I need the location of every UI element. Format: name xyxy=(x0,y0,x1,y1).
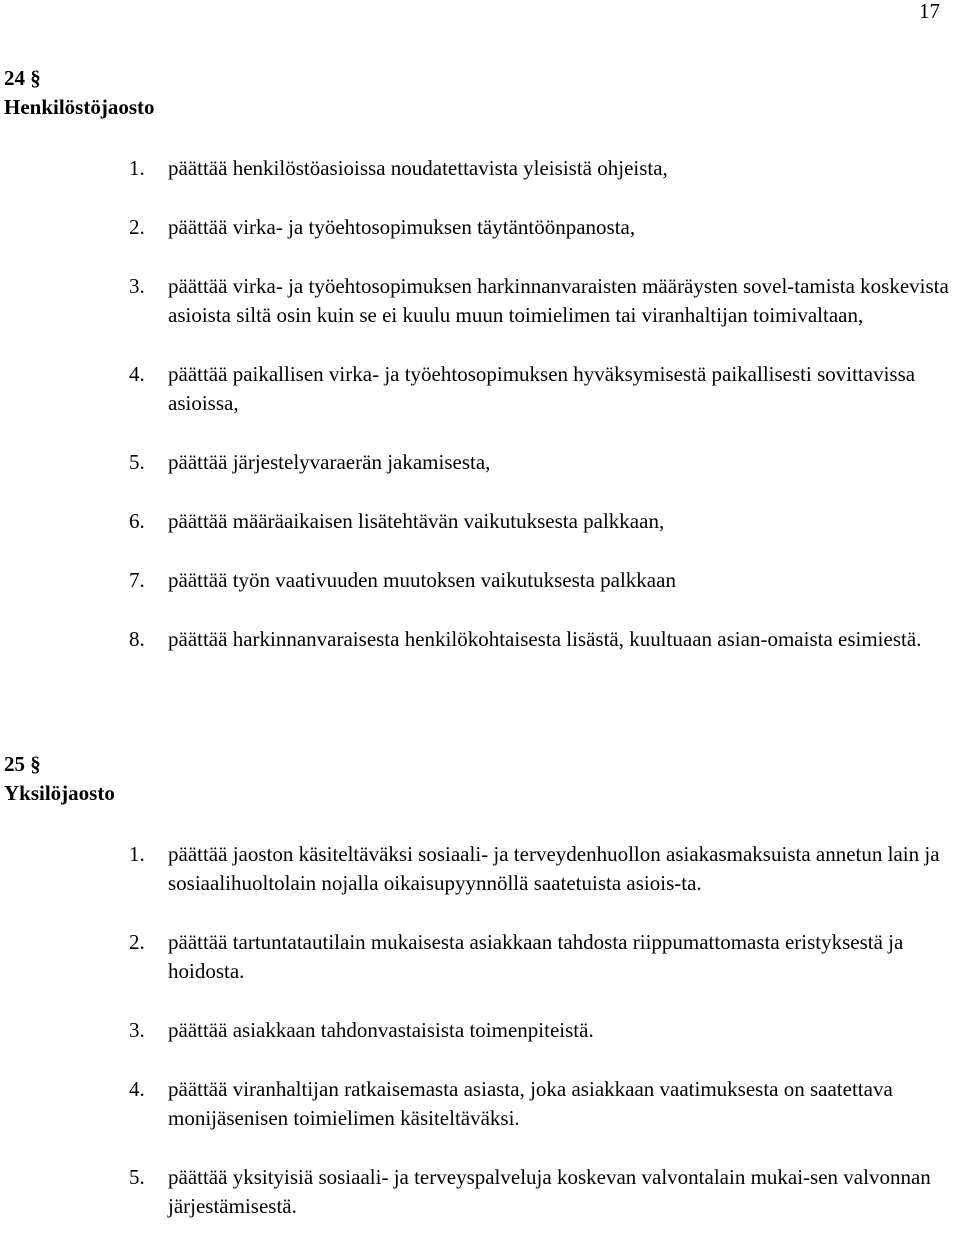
item-number: 6. xyxy=(129,509,145,533)
item-text: päättää paikallisen virka- ja työehtosopimuksen hyväksymisestä paikallisesti sovittavissa asioissa, xyxy=(168,362,916,415)
item-number: 7. xyxy=(129,568,145,592)
list-item xyxy=(129,928,957,986)
item-number: 8. xyxy=(129,627,145,651)
list-item xyxy=(129,154,957,183)
list-item xyxy=(129,272,957,330)
section-heading-24 xyxy=(4,64,155,122)
item-number: 5. xyxy=(129,1165,145,1189)
list-item xyxy=(129,1163,957,1221)
list-item xyxy=(129,1016,957,1045)
item-number: 4. xyxy=(129,1077,145,1101)
section-title: Henkilöstöjaosto xyxy=(4,95,155,119)
item-text: päättää viranhaltijan ratkaisemasta asiasta, joka asiakkaan vaatimuksesta on saatettava monijäsenisen toimielimen käsiteltäväksi. xyxy=(168,1077,893,1130)
item-text: päättää jaoston käsiteltäväksi sosiaali- ja terveydenhuollon asiakasmaksuista annetun lain ja sosiaalihuoltolain nojalla oikaisupyynnöllä saatetuista asiois-ta. xyxy=(168,842,940,895)
section-title: Yksilöjaosto xyxy=(4,781,115,805)
item-text: päättää järjestelyvaraerän jakamisesta, xyxy=(168,450,491,474)
item-number: 3. xyxy=(129,1018,145,1042)
section-24-list xyxy=(129,154,957,684)
item-number: 2. xyxy=(129,930,145,954)
list-item xyxy=(129,507,957,536)
section-25-list xyxy=(129,840,957,1251)
item-number: 3. xyxy=(129,274,145,298)
list-item xyxy=(129,625,957,654)
item-text: päättää henkilöstöasioissa noudatettavista yleisistä ohjeista, xyxy=(168,156,668,180)
item-text: päättää asiakkaan tahdonvastaisista toimenpiteistä. xyxy=(168,1018,594,1042)
list-item xyxy=(129,360,957,418)
section-heading-25 xyxy=(4,750,115,808)
item-text: päättää yksityisiä sosiaali- ja terveyspalveluja koskevan valvontalain mukai-sen valvonnan järjestämisestä. xyxy=(168,1165,931,1218)
list-item xyxy=(129,840,957,898)
list-item xyxy=(129,1075,957,1133)
section-number: 25 § xyxy=(4,752,41,776)
item-number: 4. xyxy=(129,362,145,386)
item-text: päättää virka- ja työehtosopimuksen harkinnanvaraisten määräysten sovel-tamista koskevista asioista siltä osin kuin se ei kuulu muun toimielimen tai viranhaltijan toimivaltaan, xyxy=(168,274,949,327)
item-text: päättää työn vaativuuden muutoksen vaikutuksesta palkkaan xyxy=(168,568,676,592)
page-number: 17 xyxy=(919,0,940,23)
item-text: päättää tartuntatautilain mukaisesta asiakkaan tahdosta riippumattomasta eristyksestä ja hoidosta. xyxy=(168,930,904,983)
item-text: päättää virka- ja työehtosopimuksen täytäntöönpanosta, xyxy=(168,215,636,239)
item-text: päättää määräaikaisen lisätehtävän vaikutuksesta palkkaan, xyxy=(168,509,665,533)
list-item xyxy=(129,566,957,595)
list-item xyxy=(129,213,957,242)
section-number: 24 § xyxy=(4,66,41,90)
item-number: 1. xyxy=(129,156,145,180)
item-number: 1. xyxy=(129,842,145,866)
list-item xyxy=(129,448,957,477)
item-text: päättää harkinnanvaraisesta henkilökohtaisesta lisästä, kuultuaan asian-omaista esimiestä. xyxy=(168,627,922,651)
item-number: 5. xyxy=(129,450,145,474)
item-number: 2. xyxy=(129,215,145,239)
